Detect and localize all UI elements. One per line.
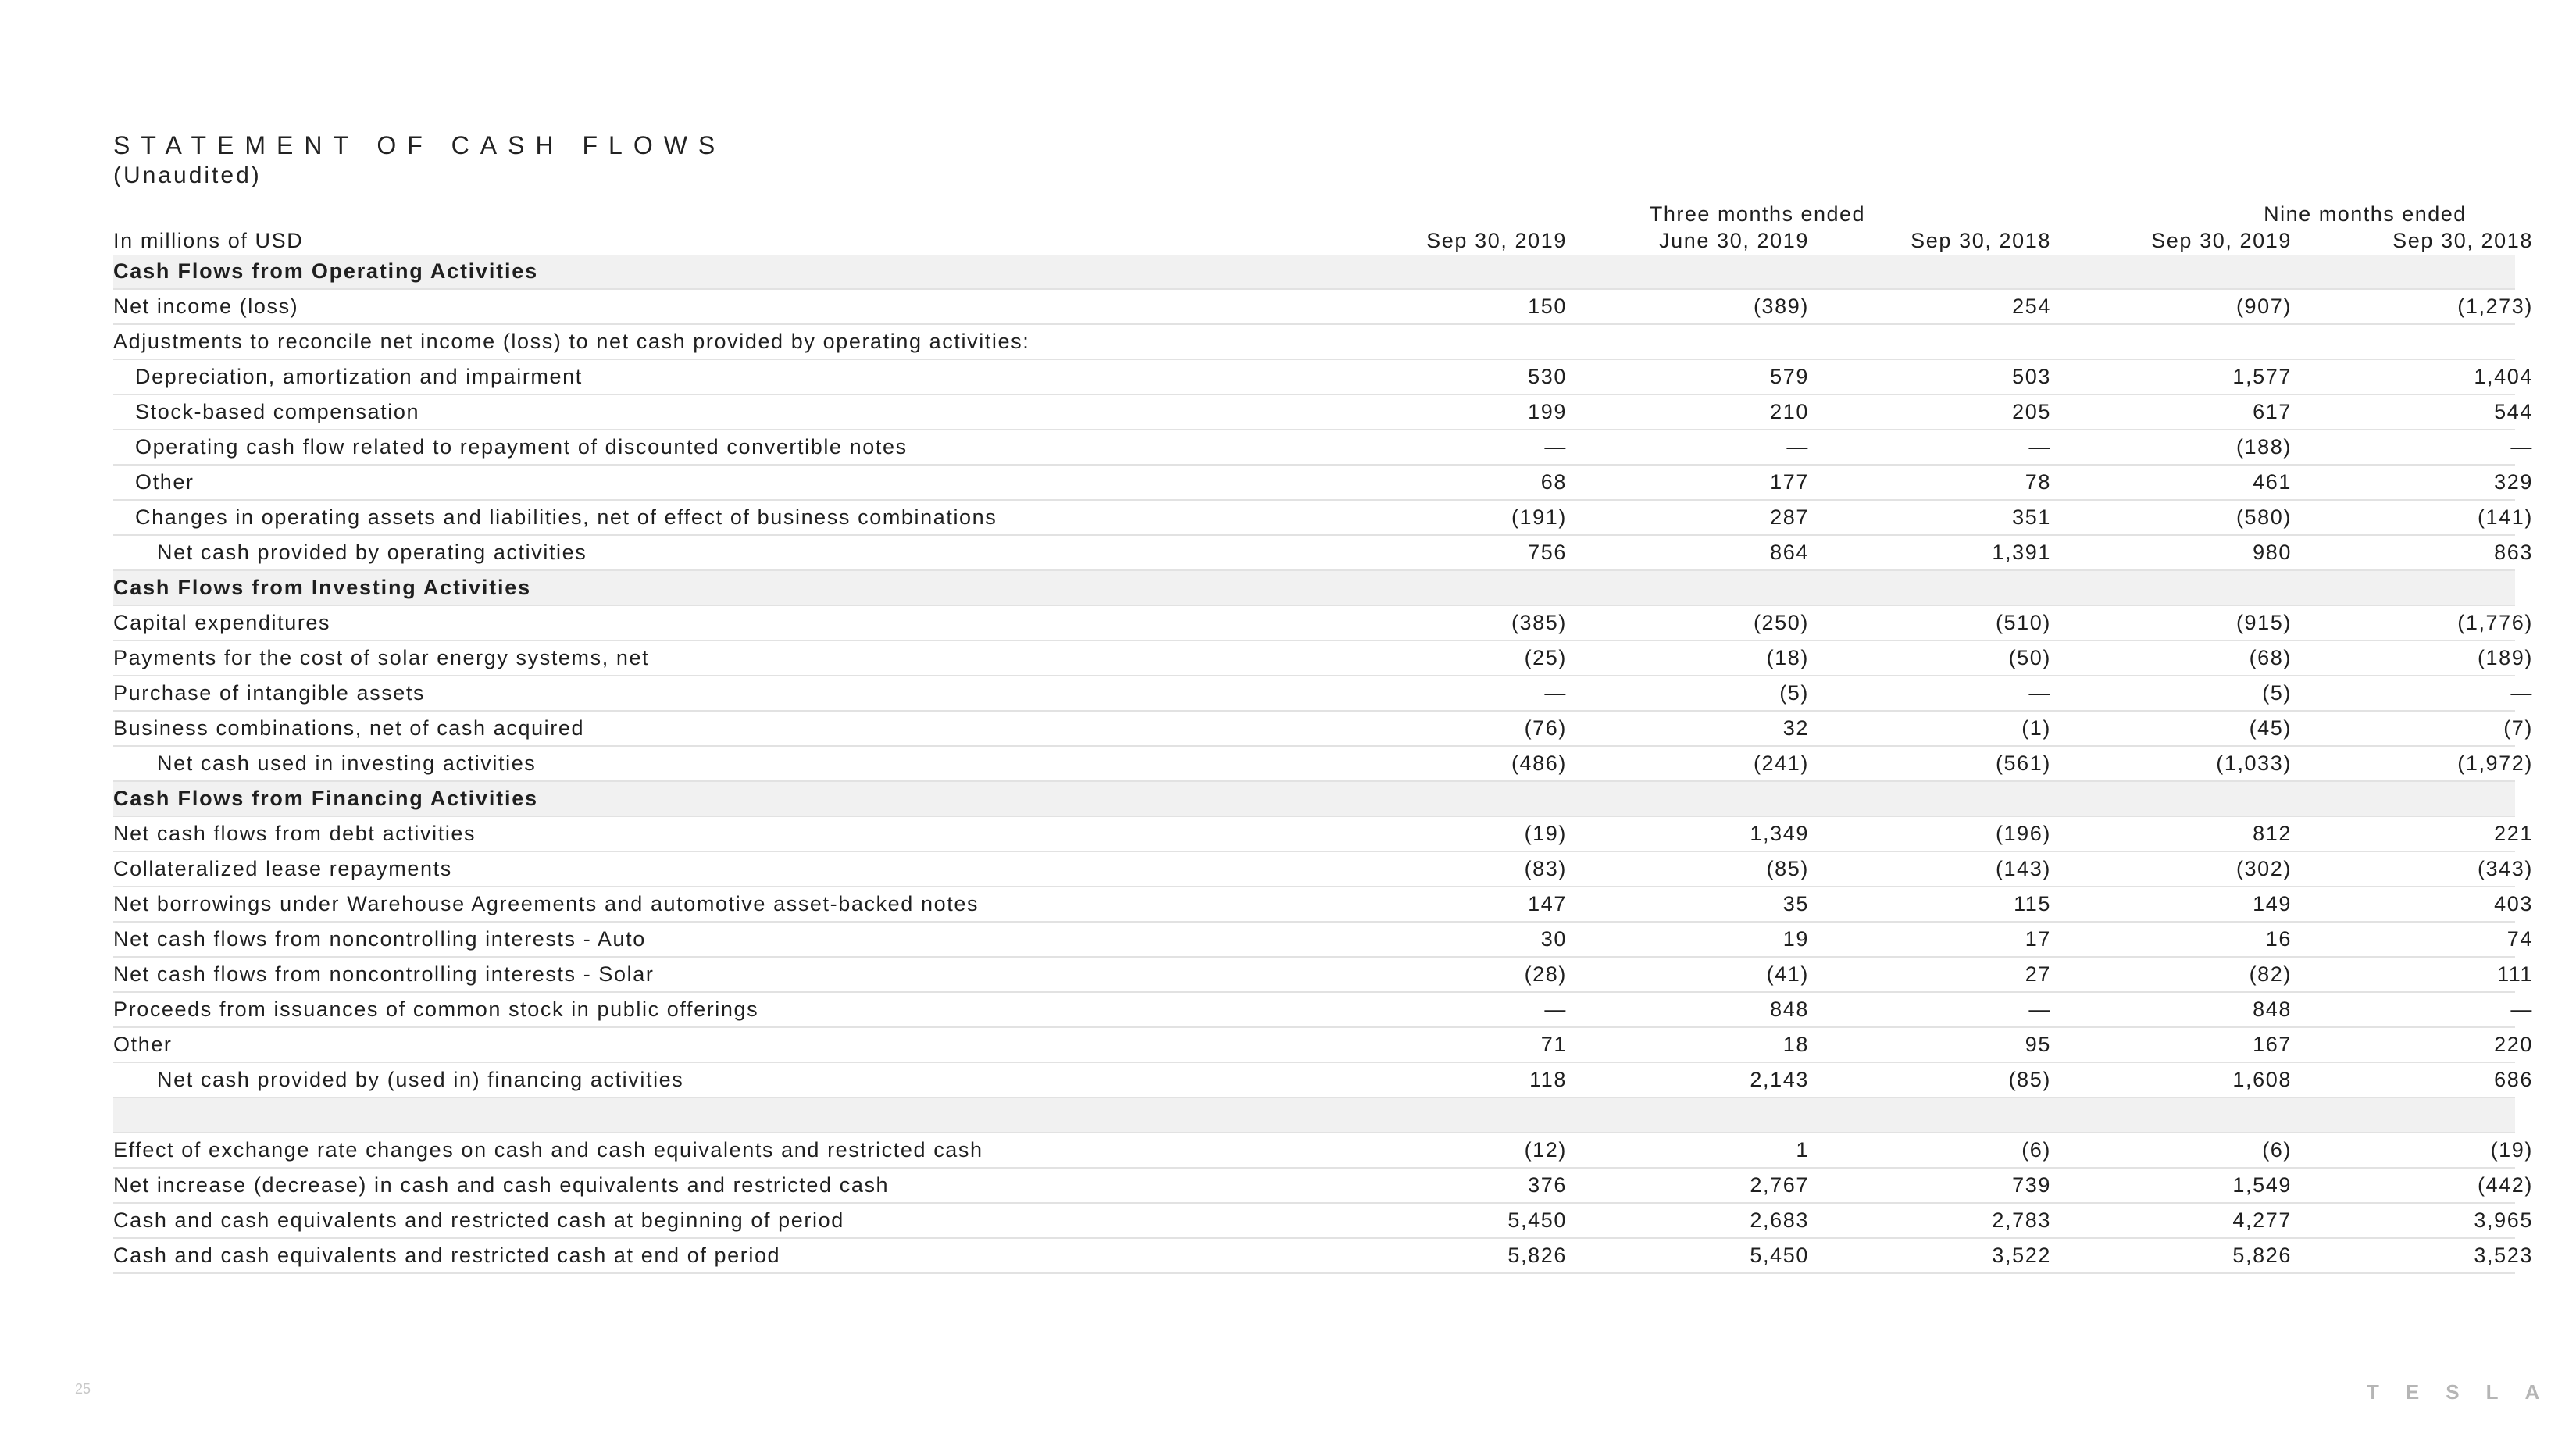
value-cell: (85) <box>1766 857 1809 880</box>
row-label: Net cash flows from noncontrolling interests - Solar <box>113 962 655 986</box>
row-label: Proceeds from issuances of common stock in public offerings <box>113 998 759 1021</box>
value-cell: (915) <box>2235 611 2292 634</box>
value-cell: (85) <box>2008 1068 2051 1091</box>
value-cell: (5) <box>1779 681 1809 705</box>
value-cell: (510) <box>1995 611 2051 634</box>
statement-subtitle: (Unaudited) <box>113 162 262 188</box>
value-cell: (19) <box>2490 1138 2533 1162</box>
row-label: Net cash flows from noncontrolling interests - Auto <box>113 927 646 951</box>
value-cell: (250) <box>1753 611 1809 634</box>
value-cell: 220 <box>2494 1033 2533 1056</box>
units-label: In millions of USD <box>113 228 304 252</box>
table-row <box>113 606 2533 641</box>
value-cell: 221 <box>2494 822 2533 845</box>
value-cell: 287 <box>1770 505 1809 529</box>
value-cell: — <box>2028 998 2051 1021</box>
table-row <box>113 430 2533 466</box>
row-label: Adjustments to reconcile net income (loss) to net cash provided by operating activities: <box>113 330 1030 353</box>
value-cell: (141) <box>2477 505 2533 529</box>
value-cell: 403 <box>2494 892 2533 915</box>
row-label: Net increase (decrease) in cash and cash equivalents and restricted cash <box>113 1173 890 1197</box>
column-header: June 30, 2019 <box>1659 228 1809 252</box>
table-row <box>113 325 2515 360</box>
row-label: Net cash used in investing activities <box>157 751 537 775</box>
page-number: 25 <box>75 1381 91 1397</box>
row-label: Business combinations, net of cash acquired <box>113 716 585 740</box>
table-row <box>113 1239 2533 1274</box>
value-cell: 205 <box>2012 400 2051 423</box>
value-cell: 544 <box>2494 400 2533 423</box>
row-label: Operating cash flow related to repayment of discounted convertible notes <box>135 435 908 459</box>
value-cell: 27 <box>2025 962 2051 986</box>
value-cell: (45) <box>2249 716 2292 740</box>
value-cell: — <box>2510 435 2533 459</box>
value-cell: 1,349 <box>1750 822 1809 845</box>
row-label: Net income (loss) <box>113 294 299 318</box>
table-row <box>113 923 2533 958</box>
value-cell: 686 <box>2494 1068 2533 1091</box>
table-row <box>113 1133 2533 1169</box>
row-label: Collateralized lease repayments <box>113 857 452 880</box>
column-header: Sep 30, 2019 <box>1426 228 1567 252</box>
value-cell: 739 <box>2012 1173 2051 1197</box>
column-header: Sep 30, 2018 <box>2392 228 2533 252</box>
value-cell: 17 <box>2025 927 2051 951</box>
value-cell: 756 <box>1528 541 1567 564</box>
value-cell: 5,826 <box>2232 1244 2292 1267</box>
value-cell: 4,277 <box>2232 1208 2292 1232</box>
value-cell: (343) <box>2477 857 2533 880</box>
value-cell: (12) <box>1524 1138 1567 1162</box>
value-cell: 1,404 <box>2474 365 2533 388</box>
value-cell: 30 <box>1540 927 1567 951</box>
table-row <box>113 536 2533 571</box>
column-header-row <box>113 227 2533 255</box>
value-cell: (1,776) <box>2457 611 2533 634</box>
table-row <box>113 712 2533 747</box>
column-header: Sep 30, 2019 <box>2151 228 2292 252</box>
table-row <box>113 1169 2533 1204</box>
value-cell: (486) <box>1511 751 1567 775</box>
value-cell: 150 <box>1528 294 1567 318</box>
value-cell: 461 <box>2253 470 2292 494</box>
cash-flow-table <box>113 200 2533 1274</box>
value-cell: 5,450 <box>1750 1244 1809 1267</box>
value-cell: — <box>2510 998 2533 1021</box>
row-label: Purchase of intangible assets <box>113 681 426 705</box>
table-row <box>113 641 2533 676</box>
value-cell: 167 <box>2253 1033 2292 1056</box>
spacer-row <box>113 1098 2515 1133</box>
value-cell: 16 <box>2265 927 2292 951</box>
statement-title: STATEMENT OF CASH FLOWS <box>113 131 726 159</box>
row-label: Net cash flows from debt activities <box>113 822 476 845</box>
value-cell: — <box>1544 998 1567 1021</box>
table-row <box>113 676 2533 712</box>
value-cell: (1,033) <box>2216 751 2292 775</box>
table-row <box>113 1204 2533 1239</box>
value-cell: (68) <box>2249 646 2292 669</box>
value-cell: (302) <box>2235 857 2292 880</box>
value-cell: 115 <box>2014 892 2051 915</box>
value-cell: (82) <box>2249 962 2292 986</box>
value-cell: — <box>1544 681 1567 705</box>
value-cell: (28) <box>1524 962 1567 986</box>
value-cell: 78 <box>2025 470 2051 494</box>
value-cell: 71 <box>1540 1033 1567 1056</box>
table-row <box>113 360 2533 395</box>
value-cell: 1,391 <box>1992 541 2051 564</box>
section-header-row <box>113 782 2515 817</box>
table-row <box>113 290 2533 325</box>
value-cell: (241) <box>1753 751 1809 775</box>
value-cell: (5) <box>2262 681 2292 705</box>
row-label: Effect of exchange rate changes on cash and cash equivalents and restricted cash <box>113 1138 983 1162</box>
row-label: Cash Flows from Operating Activities <box>113 259 538 283</box>
value-cell: 864 <box>1770 541 1809 564</box>
value-cell: 617 <box>2253 400 2292 423</box>
row-label: Changes in operating assets and liabilities, net of effect of business combinations <box>135 505 997 529</box>
value-cell: (561) <box>1995 751 2051 775</box>
value-cell: 376 <box>1528 1173 1567 1197</box>
value-cell: 503 <box>2012 365 2051 388</box>
value-cell: (1,972) <box>2457 751 2533 775</box>
value-cell: (83) <box>1524 857 1567 880</box>
value-cell: — <box>2028 681 2051 705</box>
value-cell: (907) <box>2235 294 2292 318</box>
row-label: Cash and cash equivalents and restricted cash at end of period <box>113 1244 781 1267</box>
value-cell: 351 <box>2012 505 2051 529</box>
value-cell: (191) <box>1511 505 1567 529</box>
value-cell: — <box>1786 435 1809 459</box>
table-row <box>113 1063 2533 1098</box>
value-cell: 95 <box>2025 1033 2051 1056</box>
value-cell: 3,965 <box>2474 1208 2533 1232</box>
row-label: Net cash provided by (used in) financing activities <box>157 1068 684 1091</box>
value-cell: 254 <box>2012 294 2051 318</box>
value-cell: 848 <box>2253 998 2292 1021</box>
value-cell: (580) <box>2235 505 2292 529</box>
row-label: Cash and cash equivalents and restricted cash at beginning of period <box>113 1208 844 1232</box>
table-row <box>113 747 2533 782</box>
value-cell: 74 <box>2506 927 2533 951</box>
value-cell: 3,522 <box>1992 1244 2051 1267</box>
value-cell: (1,273) <box>2457 294 2533 318</box>
row-label: Other <box>135 470 194 494</box>
value-cell: 2,767 <box>1750 1173 1809 1197</box>
value-cell: (143) <box>1995 857 2051 880</box>
value-cell: 1,549 <box>2232 1173 2292 1197</box>
table-row <box>113 1028 2533 1063</box>
table-row <box>113 501 2533 536</box>
section-header-row <box>113 255 2515 290</box>
value-cell: (19) <box>1524 822 1567 845</box>
value-cell: (7) <box>2503 716 2533 740</box>
value-cell: 2,143 <box>1750 1068 1809 1091</box>
section-header-row <box>113 571 2515 606</box>
value-cell: (196) <box>1995 822 2051 845</box>
value-cell: 812 <box>2253 822 2292 845</box>
value-cell: 3,523 <box>2474 1244 2533 1267</box>
value-cell: (1) <box>2021 716 2051 740</box>
value-cell: 68 <box>1540 470 1567 494</box>
value-cell: (76) <box>1524 716 1567 740</box>
value-cell: 199 <box>1528 400 1567 423</box>
table-row <box>113 993 2533 1028</box>
value-cell: 147 <box>1528 892 1567 915</box>
value-cell: 111 <box>2497 962 2533 986</box>
value-cell: 579 <box>1770 365 1809 388</box>
three-months-header: Three months ended <box>1649 202 1866 226</box>
value-cell: 5,450 <box>1507 1208 1567 1232</box>
value-cell: 32 <box>1782 716 1809 740</box>
row-label: Net borrowings under Warehouse Agreements and automotive asset-backed notes <box>113 892 979 915</box>
value-cell: 848 <box>1770 998 1809 1021</box>
table-row <box>113 817 2533 852</box>
value-cell: (389) <box>1753 294 1809 318</box>
value-cell: 210 <box>1770 400 1809 423</box>
value-cell: 35 <box>1782 892 1809 915</box>
value-cell: (6) <box>2262 1138 2292 1162</box>
row-label: Capital expenditures <box>113 611 331 634</box>
tesla-logo: TESLA <box>2367 1380 2567 1404</box>
value-cell: 1,577 <box>2232 365 2292 388</box>
row-label: Stock-based compensation <box>135 400 420 423</box>
value-cell: 5,826 <box>1507 1244 1567 1267</box>
value-cell: 2,783 <box>1992 1208 2051 1232</box>
value-cell: 863 <box>2494 541 2533 564</box>
value-cell: 2,683 <box>1750 1208 1809 1232</box>
value-cell: 1,608 <box>2232 1068 2292 1091</box>
table-row <box>113 958 2533 993</box>
value-cell: 177 <box>1770 470 1809 494</box>
value-cell: 1 <box>1796 1138 1809 1162</box>
value-cell: — <box>1544 435 1567 459</box>
table-row <box>113 852 2533 887</box>
value-cell: (385) <box>1511 611 1567 634</box>
nine-months-header: Nine months ended <box>2121 200 2515 227</box>
value-cell: (18) <box>1766 646 1809 669</box>
value-cell: 980 <box>2253 541 2292 564</box>
value-cell: (6) <box>2021 1138 2051 1162</box>
value-cell: (25) <box>1524 646 1567 669</box>
table-body <box>113 255 2533 1274</box>
column-header: Sep 30, 2018 <box>1911 228 2051 252</box>
value-cell: (41) <box>1766 962 1809 986</box>
value-cell: (189) <box>2477 646 2533 669</box>
row-label: Payments for the cost of solar energy systems, net <box>113 646 650 669</box>
row-label: Cash Flows from Financing Activities <box>113 787 538 810</box>
value-cell: 149 <box>2253 892 2292 915</box>
value-cell: (50) <box>2008 646 2051 669</box>
row-label: Other <box>113 1033 173 1056</box>
value-cell: (188) <box>2235 435 2292 459</box>
value-cell: 19 <box>1782 927 1809 951</box>
value-cell: 530 <box>1528 365 1567 388</box>
row-label: Depreciation, amortization and impairment <box>135 365 583 388</box>
table-row <box>113 395 2533 430</box>
value-cell: — <box>2028 435 2051 459</box>
value-cell: 18 <box>1782 1033 1809 1056</box>
table-row <box>113 466 2533 501</box>
row-label: Net cash provided by operating activities <box>157 541 587 564</box>
row-label: Cash Flows from Investing Activities <box>113 576 531 599</box>
value-cell: (442) <box>2477 1173 2533 1197</box>
table-row <box>113 887 2533 923</box>
value-cell: 329 <box>2494 470 2533 494</box>
period-group-header <box>113 200 2515 227</box>
value-cell: 118 <box>1529 1068 1567 1091</box>
value-cell: — <box>2510 681 2533 705</box>
